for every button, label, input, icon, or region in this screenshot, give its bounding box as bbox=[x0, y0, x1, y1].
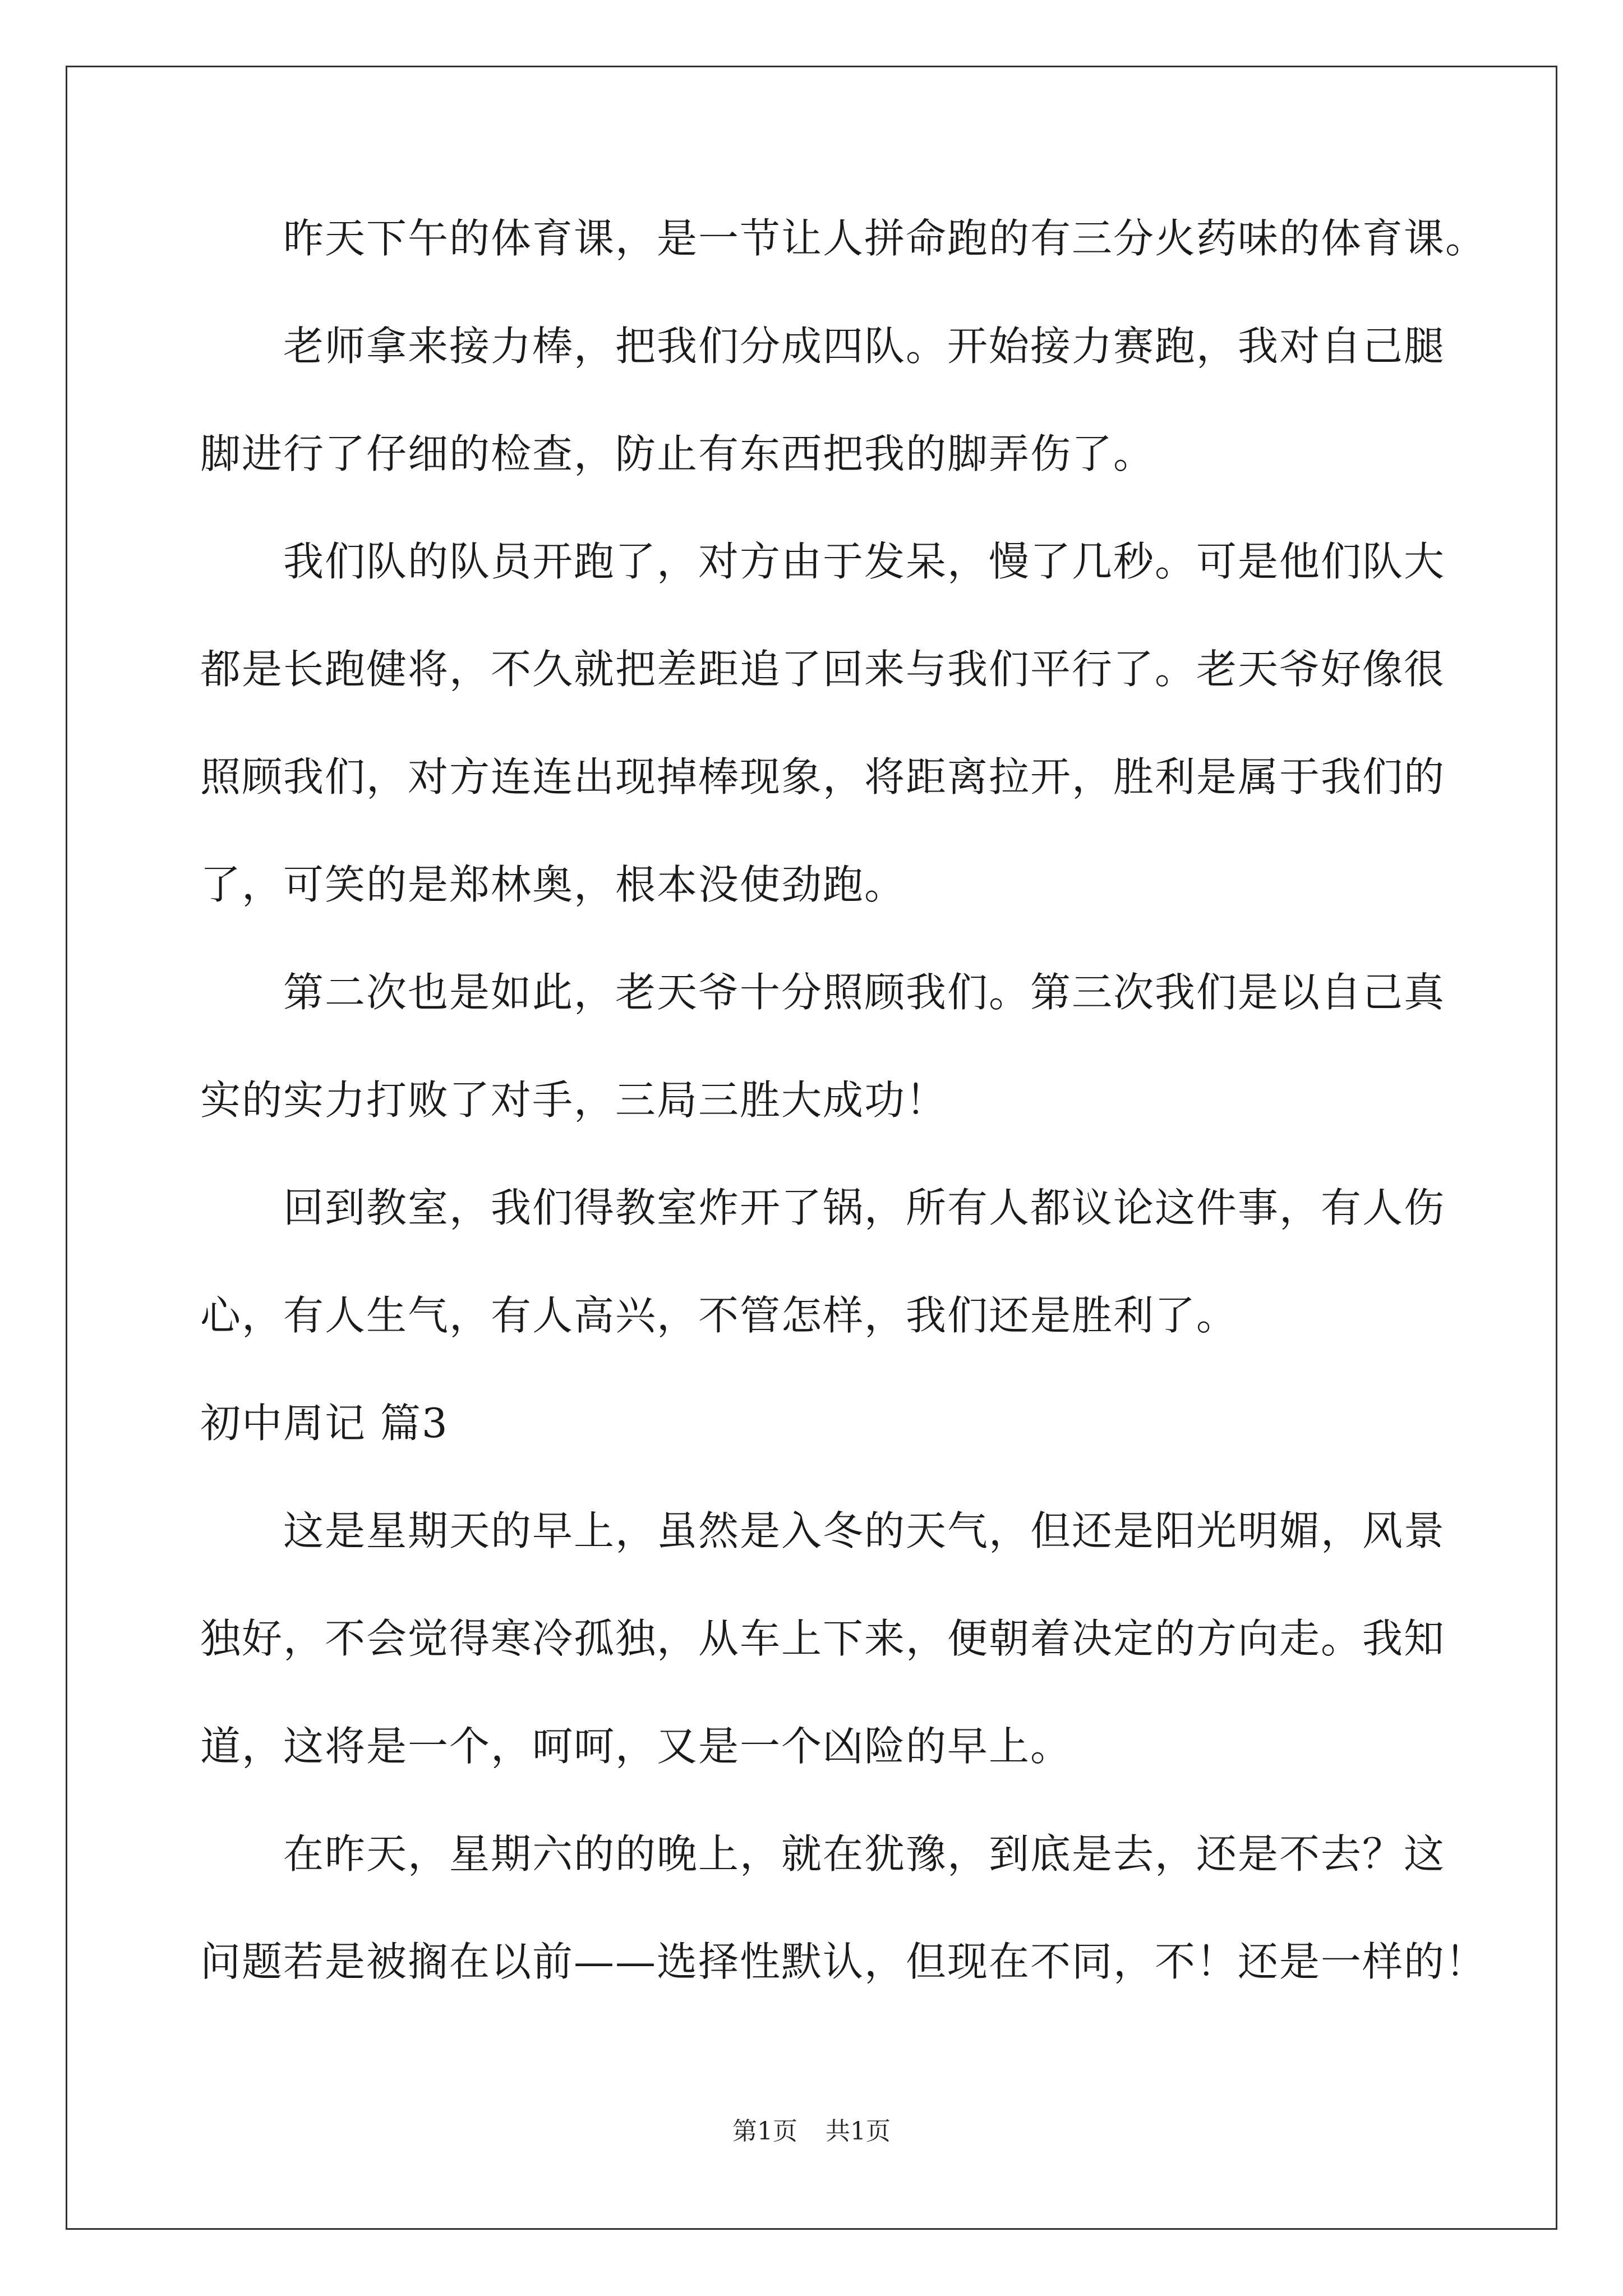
paragraph-line: 在昨天，星期六的的晚上，就在犹豫，到底是去，还是不去？这 bbox=[283, 1830, 1446, 1878]
paragraph-line: 问题若是被搁在以前——选择性默认，但现在不同，不！还是一样的！ bbox=[200, 1938, 1487, 1985]
page-number: 第1页 bbox=[732, 2117, 797, 2146]
section-heading: 初中周记 篇3 bbox=[200, 1400, 449, 1447]
paragraph-line: 照顾我们，对方连连出现掉棒现象，将距离拉开，胜利是属于我们的 bbox=[200, 753, 1446, 800]
paragraph-line: 都是长跑健将，不久就把差距追了回来与我们平行了。老天爷好像很 bbox=[200, 646, 1446, 693]
paragraph-line: 昨天下午的体育课，是一节让人拼命跑的有三分火药味的体育课。 bbox=[283, 215, 1487, 262]
paragraph-line: 道，这将是一个，呵呵，又是一个凶险的早上。 bbox=[200, 1723, 1072, 1770]
paragraph-line: 实的实力打败了对手，三局三胜大成功！ bbox=[200, 1076, 948, 1124]
paragraph-line: 第二次也是如此，老天爷十分照顾我们。第三次我们是以自己真 bbox=[283, 969, 1446, 1016]
paragraph-line: 我们队的队员开跑了，对方由于发呆，慢了几秒。可是他们队大 bbox=[283, 538, 1446, 585]
paragraph-line: 脚进行了仔细的检查，防止有东西把我的脚弄伤了。 bbox=[200, 430, 1155, 477]
paragraph-line: 了，可笑的是郑林奥，根本没使劲跑。 bbox=[200, 861, 906, 908]
paragraph-line: 独好，不会觉得寒冷孤独，从车上下来，便朝着决定的方向走。我知 bbox=[200, 1615, 1446, 1662]
paragraph-line: 心，有人生气，有人高兴，不管怎样，我们还是胜利了。 bbox=[200, 1292, 1238, 1339]
paragraph-line: 回到教室，我们得教室炸开了锅，所有人都议论这件事，有人伤 bbox=[283, 1184, 1446, 1231]
page-total: 共1页 bbox=[826, 2117, 891, 2146]
paragraph-line: 这是星期天的早上，虽然是入冬的天气，但还是阳光明媚，风景 bbox=[283, 1507, 1446, 1554]
page-footer bbox=[0, 2115, 1623, 2148]
document-body bbox=[200, 213, 1487, 2044]
paragraph-line: 老师拿来接力棒，把我们分成四队。开始接力赛跑，我对自己腿 bbox=[283, 323, 1446, 370]
